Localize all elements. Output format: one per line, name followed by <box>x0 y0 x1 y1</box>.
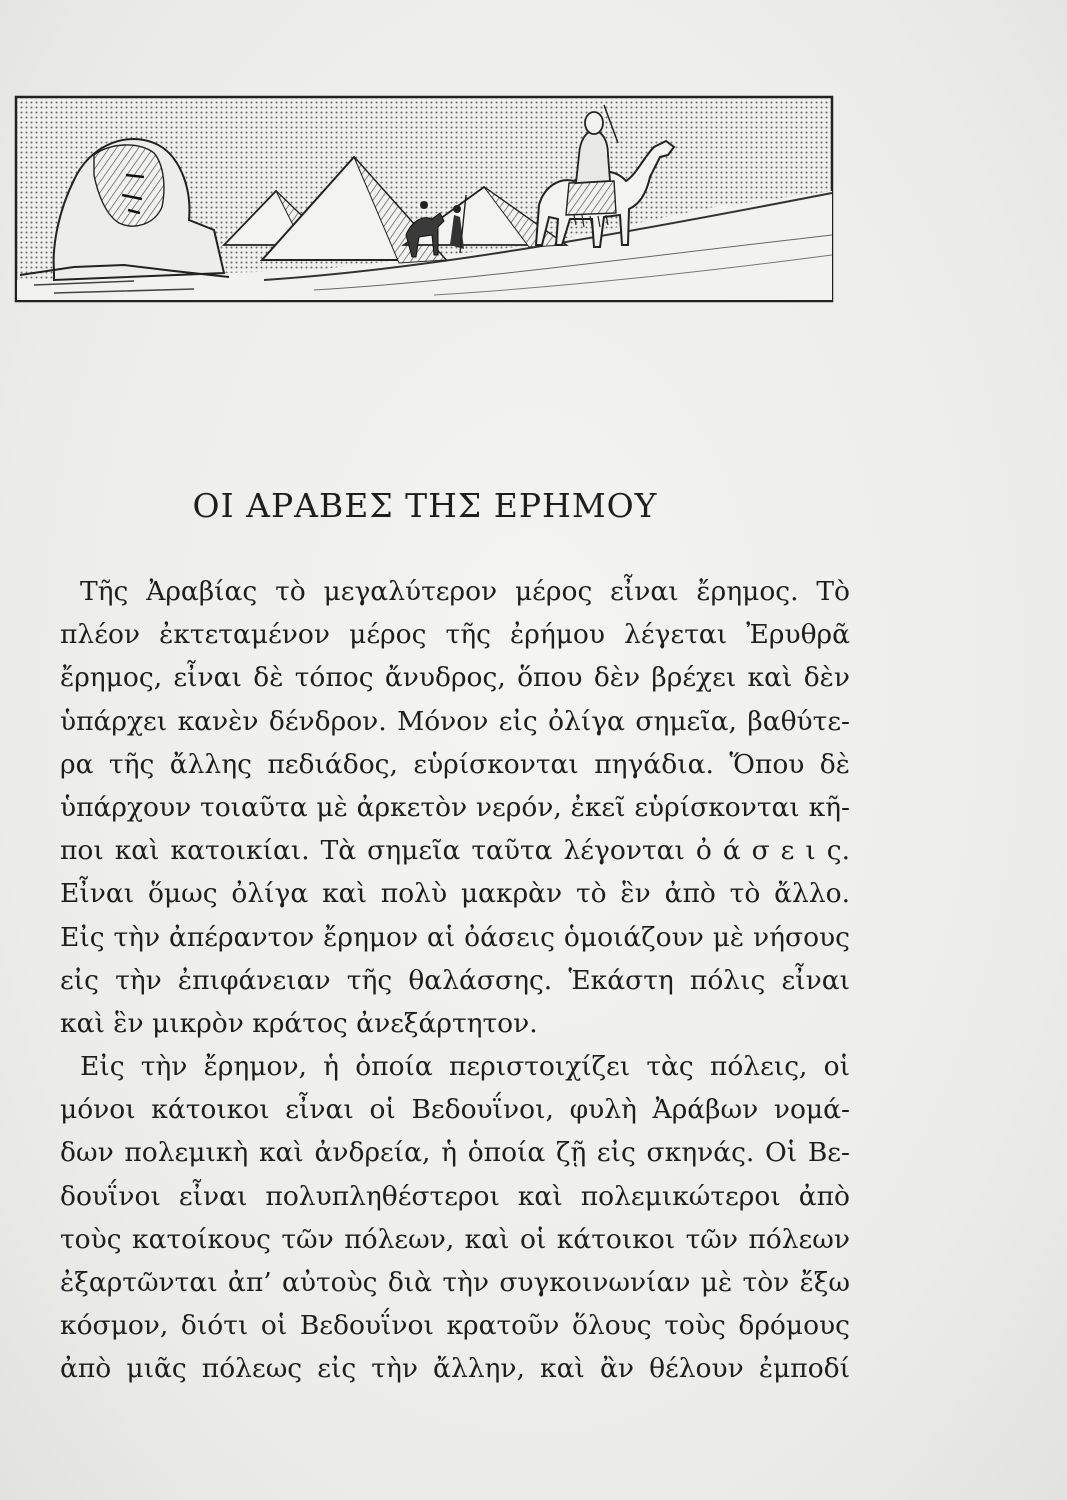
text-line: ἔρημος, εἶναι δὲ τόπος ἄνυδρος, ὅπου δὲν βρέχει καὶ δὲν <box>60 662 850 694</box>
text-line: Τῆς Ἀραβίας τὸ μεγαλύτερον μέρος εἶναι ἔρημος. Τὸ <box>80 576 850 607</box>
text-line: πλέον ἐκτεταμένον μέρος τῆς ἐρήμου λέγεται Ἐρυθρᾶ <box>60 619 850 651</box>
body-text <box>60 570 850 1391</box>
text-line: Εἰς τὴν ἀπέραντον ἔρημον αἱ ὀάσεις ὁμοιάζουν μὲ νήσους <box>60 921 850 953</box>
chapter-title: ΟΙ ΑΡΑΒΕΣ ΤΗΣ ΕΡΗΜΟΥ <box>192 486 658 525</box>
paragraph-1 <box>60 570 850 1045</box>
paragraph-2 <box>60 1045 850 1391</box>
text-line: Εἶναι ὅμως ὀλίγα καὶ πολὺ μακρὰν τὸ ἓν ἀπὸ τὸ ἄλλο. <box>60 878 850 910</box>
text-line: καὶ ἓν μικρὸν κράτος ἀνεξάρτητον. <box>60 1007 538 1039</box>
text-line: εἰς τὴν ἐπιφάνειαν τῆς θαλάσσης. Ἑκάστη πόλις εἶναι <box>60 964 850 996</box>
text-line: ρα τῆς ἄλλης πεδιάδος, εὑρίσκονται πηγάδια. Ὅπου δὲ <box>60 748 850 780</box>
text-line: μόνοι κάτοικοι εἶναι οἱ Βεδουΐνοι, φυλὴ Ἀράβων νομά- <box>60 1094 850 1126</box>
text-line: ποι καὶ κατοικίαι. Τὰ σημεῖα ταῦτα λέγονται ὀ ά σ ε ι ς. <box>60 835 850 867</box>
text-line: δουΐνοι εἶναι πολυπληθέστεροι καὶ πολεμικώτεροι ἀπὸ <box>60 1180 850 1212</box>
text-line: ὑπάρχουν τοιαῦτα μὲ ἀρκετὸν νερόν, ἐκεῖ εὑρίσκονται κῆ- <box>60 791 850 823</box>
text-line: δων πολεμικὴ καὶ ἀνδρεία, ἡ ὁποία ζῇ εἰς σκηνάς. Οἱ Βε- <box>60 1137 850 1169</box>
text-line: κόσμον, διότι οἱ Βεδουΐνοι κρατοῦν ὅλους τοὺς δρόμους <box>60 1310 850 1342</box>
desert-illustration <box>14 95 836 305</box>
text-line: τοὺς κατοίκους τῶν πόλεων, καὶ οἱ κάτοικοι τῶν πόλεων <box>60 1223 850 1255</box>
text-line: ὑπάρχει κανὲν δένδρον. Μόνον εἰς ὀλίγα σημεῖα, βαθύτε- <box>60 705 850 737</box>
text-line: Εἰς τὴν ἔρημον, ἡ ὁποία περιστοιχίζει τὰς πόλεις, οἱ <box>80 1051 850 1083</box>
text-line: ἐξαρτῶνται ἀπ’ αὐτοὺς διὰ τὴν συγκοινωνίαν μὲ τὸν ἔξω <box>60 1267 850 1298</box>
text-line: ἀπὸ μιᾶς πόλεως εἰς τὴν ἄλλην, καὶ ἂν θέλουν ἐμποδί <box>60 1353 850 1385</box>
